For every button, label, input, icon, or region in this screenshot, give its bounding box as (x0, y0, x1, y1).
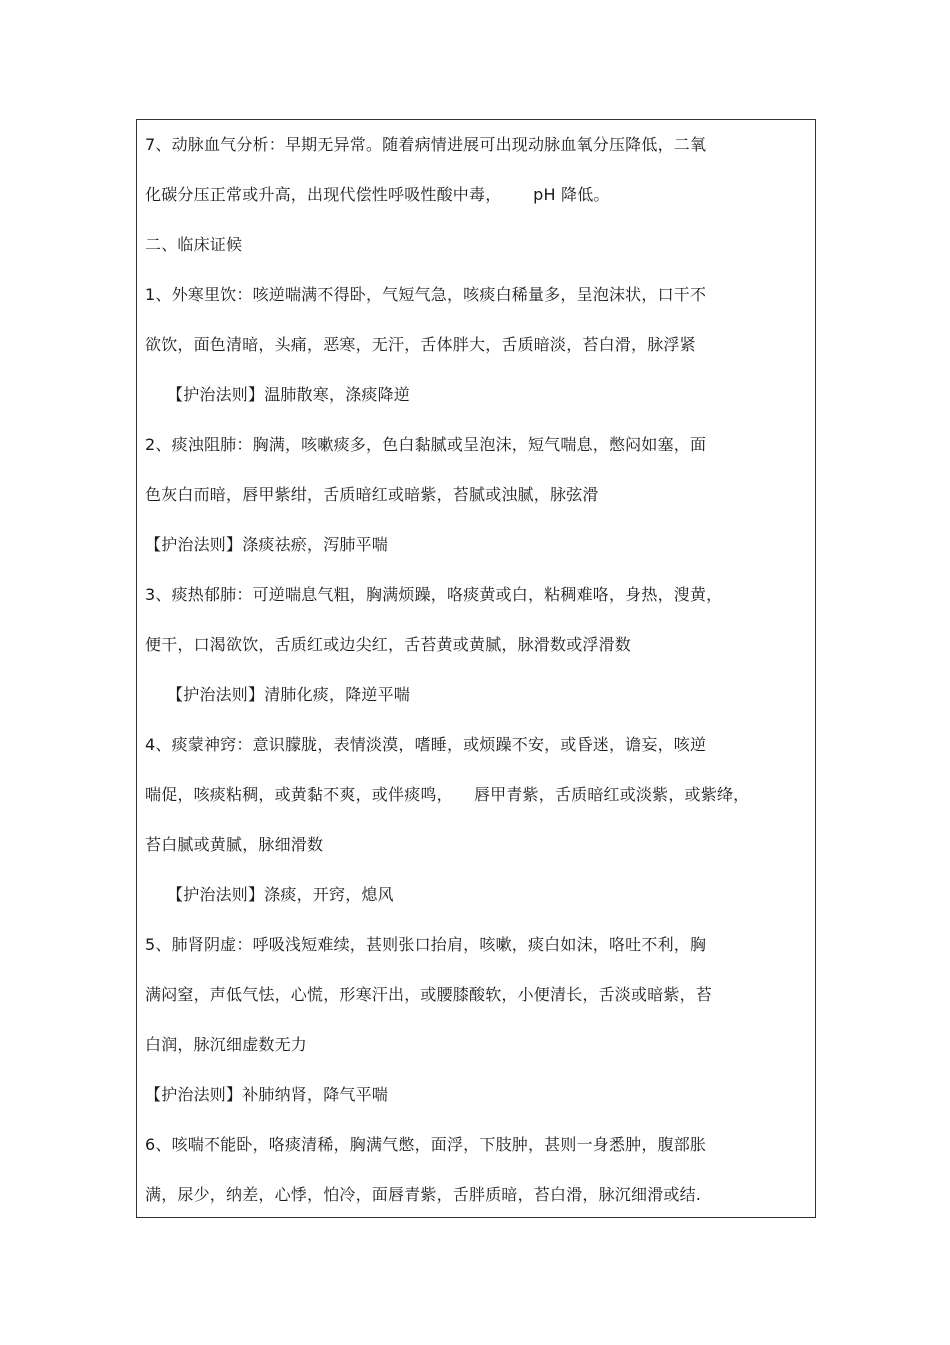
text-line: 满，尿少，纳差，心悸，怕冷，面唇青紫，舌胖质暗，苔白滑，脉沉细滑或结. (145, 1185, 702, 1204)
text-box (136, 119, 816, 1218)
text-line: 5、肺肾阴虚：呼吸浅短难续，甚则张口抬肩，咳嗽，痰白如沫，咯吐不利，胸 (145, 935, 707, 954)
text-line: 满闷窒，声低气怯，心慌，形寒汗出，或腰膝酸软，小便清长，舌淡或暗紫，苔 (145, 985, 713, 1004)
text-line: 3、痰热郁肺：可逆喘息气粗，胸满烦躁，咯痰黄或白，粘稠难咯，身热，溲黄， (145, 585, 723, 604)
text-line: 欲饮，面色清暗，头痛，恶寒，无汗，舌体胖大，舌质暗淡，苔白滑，脉浮紧 (145, 335, 696, 354)
text-line: 白润，脉沉细虚数无力 (145, 1035, 308, 1054)
text-line: 7、动脉血气分析：早期无异常。随着病情进展可出现动脉血氧分压降低，二氧 (145, 135, 707, 154)
text-line: 色灰白而暗，唇甲紫绀，舌质暗红或暗紫，苔腻或浊腻，脉弦滑 (145, 485, 599, 504)
treatment-principle: 【护治法则】温肺散寒，涤痰降逆 (167, 385, 411, 404)
treatment-principle: 【护治法则】涤痰祛瘀，泻肺平喘 (145, 535, 389, 554)
treatment-principle: 【护治法则】补肺纳肾，降气平喘 (145, 1085, 389, 1104)
text-line: 苔白腻或黄腻，脉细滑数 (145, 835, 324, 854)
treatment-principle: 【护治法则】涤痰，开窍，熄风 (167, 885, 394, 904)
treatment-principle: 【护治法则】清肺化痰，降逆平喘 (167, 685, 411, 704)
text-line: 化碳分压正常或升高，出现代偿性呼吸性酸中毒， pH 降低。 (145, 185, 610, 204)
text-line: 4、痰蒙神窍：意识朦胧，表情淡漠，嗜睡，或烦躁不安，或昏迷，谵妄，咳逆 (145, 735, 707, 754)
text-line: 便干，口渴欲饮，舌质红或边尖红，舌苔黄或黄腻，脉滑数或浮滑数 (145, 635, 632, 654)
text-line: 2、痰浊阻肺：胸满，咳嗽痰多，色白黏腻或呈泡沫，短气喘息，憋闷如塞，面 (145, 435, 707, 454)
text-line: 1、外寒里饮：咳逆喘满不得卧，气短气急，咳痰白稀量多，呈泡沫状，口干不 (145, 285, 707, 304)
text-line: 喘促，咳痰粘稠，或黄黏不爽，或伴痰鸣， 唇甲青紫，舌质暗红或淡紫，或紫绛， (145, 785, 750, 804)
text-line: 6、咳喘不能卧，咯痰清稀，胸满气憋，面浮，下肢肿，甚则一身悉肿，腹部胀 (145, 1135, 707, 1154)
section-heading: 二、临床证候 (145, 235, 243, 254)
